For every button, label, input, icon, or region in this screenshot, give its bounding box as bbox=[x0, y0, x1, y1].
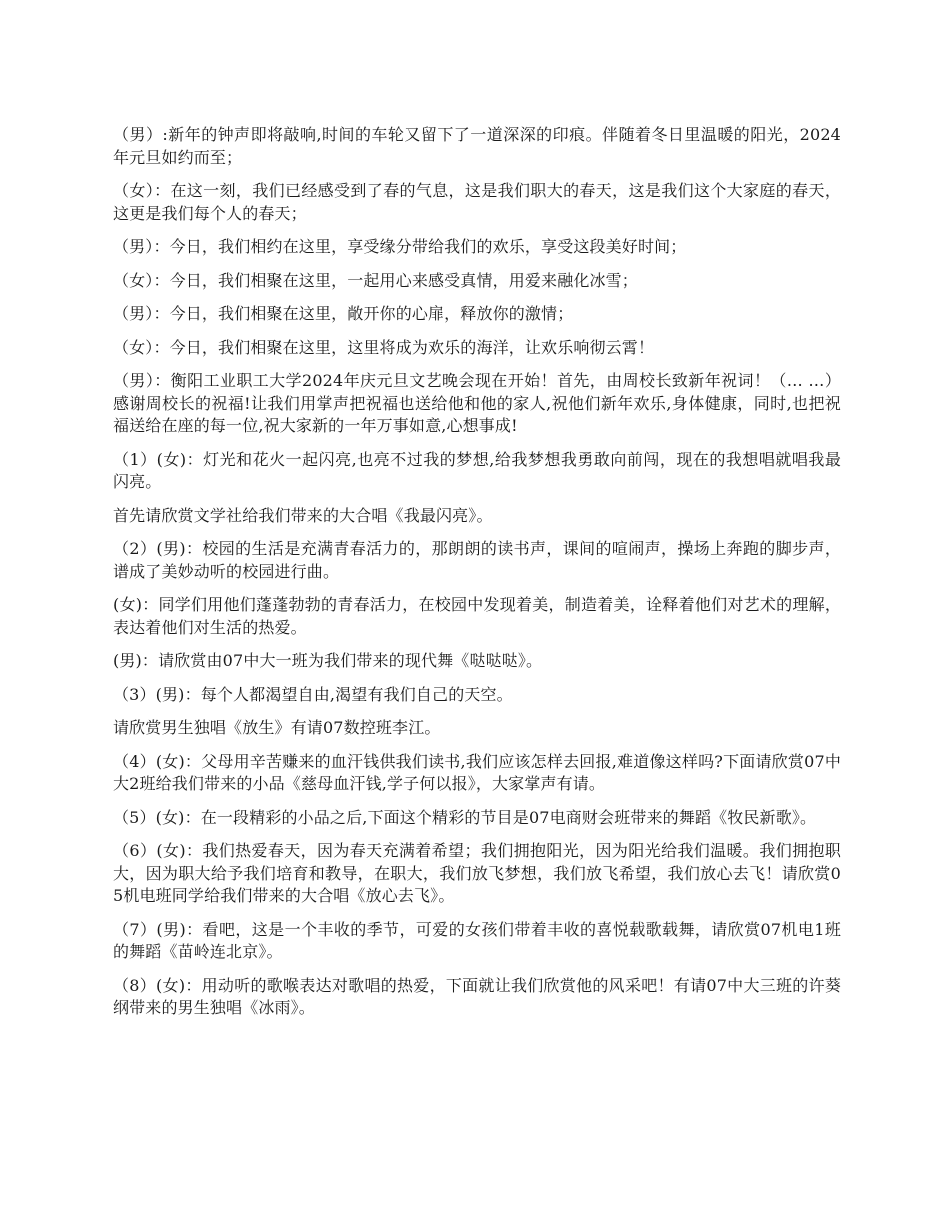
paragraph: （男）：衡阳工业职工大学2024年庆元旦文艺晚会现在开始！首先，由周校长致新年祝词！（… …）感谢周校长的祝福!让我们用掌声把祝福也送给他和他的家人,祝他们新年欢乐,身体健康，同时,也把祝福送给在座的每一位,祝大家新的一年万事如意,心想事成! bbox=[113, 371, 841, 435]
paragraph: （女）：今日，我们相聚在这里，一起用心来感受真情，用爱来融化冰雪； bbox=[113, 270, 638, 290]
paragraph: （男）：今日，我们相约在这里，享受缘分带给我们的欢乐，享受这段美好时间； bbox=[113, 237, 687, 256]
paragraph: （2）(男)：校园的生活是充满青春活力的，那朗朗的读书声，课间的喧闹声，操场上奔跑的脚步声，谱成了美妙动听的校园进行曲。 bbox=[113, 539, 841, 581]
paragraph: （4）(女)：父母用辛苦赚来的血汗钱供我们读书,我们应该怎样去回报,难道像这样吗?下面请欣赏07中大2班给我们带来的小品《慈母血汗钱,学子何以报》，大家掌声有请。 bbox=[113, 751, 841, 793]
paragraph: （男）:新年的钟声即将敲响,时间的车轮又留下了一道深深的印痕。伴随着冬日里温暖的阳光，2024年元旦如约而至； bbox=[113, 125, 841, 167]
paragraph: 请欣赏男生独唱《放生》有请07数控班李江。 bbox=[113, 718, 441, 737]
paragraph: （1）(女)：灯光和花火一起闪亮,也亮不过我的梦想,给我梦想我勇敢向前闯，现在的我想唱就唱我最闪亮。 bbox=[113, 449, 841, 491]
paragraph: （男）：今日，我们相聚在这里，敞开你的心扉，释放你的激情； bbox=[113, 304, 574, 323]
paragraph: （3）(男)：每个人都渴望自由,渴望有我们自己的天空。 bbox=[113, 684, 513, 704]
paragraph: （6）(女)：我们热爱春天，因为春天充满着希望；我们拥抱阳光，因为阳光给我们温暖。我们拥抱职大，因为职大给予我们培育和教导，在职大，我们放飞梦想，我们放飞希望，我们放心去飞！请欣赏05机电班同学给我们带来的大合唱《放心去飞》。 bbox=[113, 841, 841, 905]
paragraph: （7）(男)：看吧，这是一个丰收的季节，可爱的女孩们带着丰收的喜悦载歌载舞，请欣赏07机电1班的舞蹈《苗岭连北京》。 bbox=[113, 919, 841, 961]
paragraph: (女)：同学们用他们蓬蓬勃勃的青春活力，在校园中发现着美，制造着美，诠释着他们对艺术的理解，表达着他们对生活的热爱。 bbox=[113, 595, 841, 637]
paragraph: （女）：今日，我们相聚在这里，这里将成为欢乐的海洋，让欢乐响彻云霄！ bbox=[113, 337, 655, 357]
document-body bbox=[113, 124, 841, 1031]
paragraph: （女）：在这一刻，我们已经感受到了春的气息，这是我们职大的春天，这是我们这个大家庭的春天，这更是我们每个人的春天； bbox=[113, 181, 841, 223]
paragraph: （8）(女)：用动听的歌喉表达对歌唱的热爱，下面就让我们欣赏他的风采吧！有请07中大三班的许葵纲带来的男生独唱《冰雨》。 bbox=[113, 975, 841, 1017]
paragraph: (男)：请欣赏由07中大一班为我们带来的现代舞《哒哒哒》。 bbox=[113, 651, 543, 670]
paragraph: （5）(女)：在一段精彩的小品之后,下面这个精彩的节目是07电商财会班带来的舞蹈《牧民新歌》。 bbox=[113, 807, 817, 827]
paragraph: 首先请欣赏文学社给我们带来的大合唱《我最闪亮》。 bbox=[113, 505, 493, 525]
